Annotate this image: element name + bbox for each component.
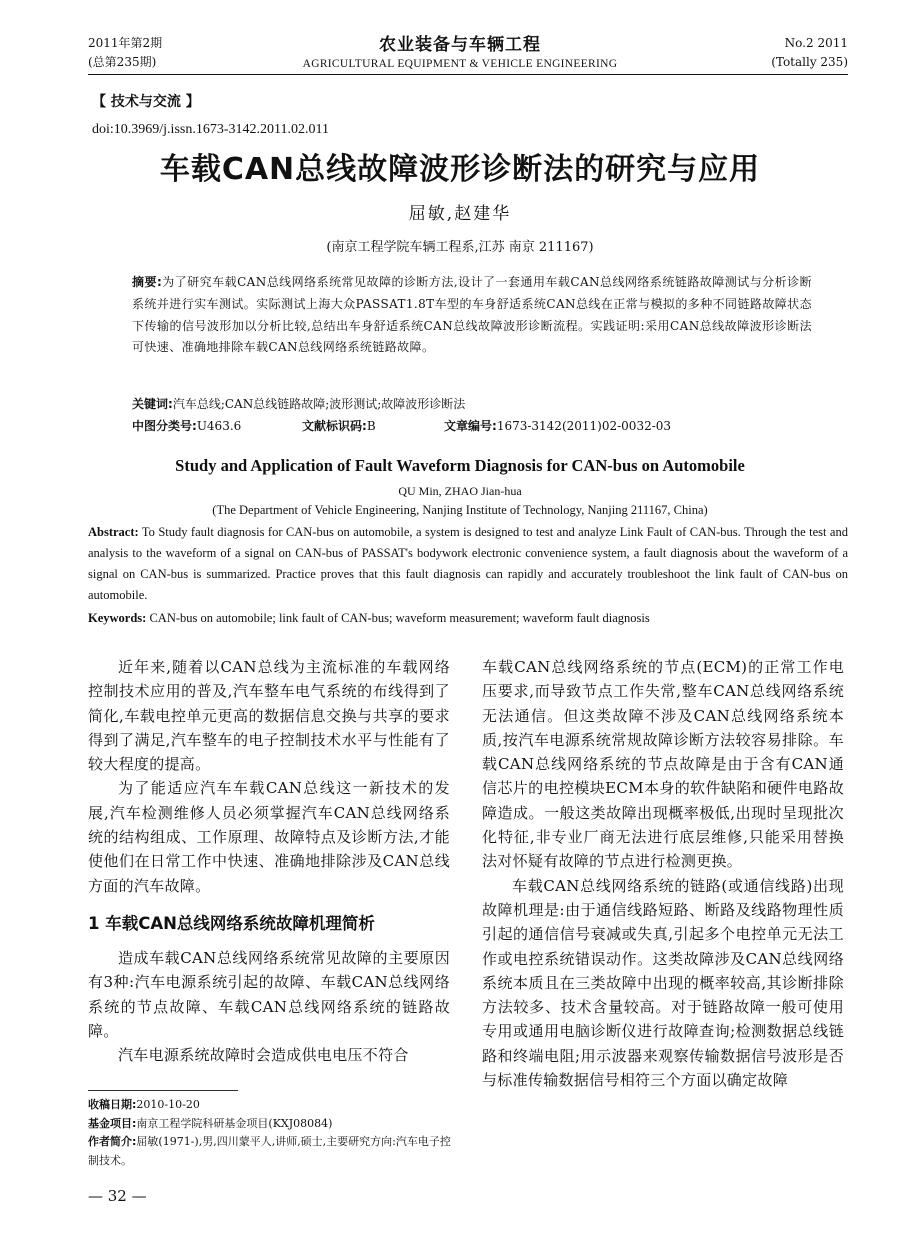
received-label: 收稿日期: (88, 1098, 137, 1111)
abstract-cn-text: 为了研究车载CAN总线网络系统常见故障的诊断方法,设计了一套通用车载CAN总线网络系统链路故障测试与分析诊断系统并进行实车测试。实际测试上海大众PASSAT1.8T车型的车身舒适系统CAN总线在正常与模拟的多种不同链路故障状态下传输的信号波形加以分析比较,总结出车身舒适系统CAN总线故障波形诊断流程。实践证明:采用CAN总线故障波形诊断法可快速、准确地排除车载CAN总线网络系统链路故障。 (132, 275, 812, 355)
received-value: 2010-10-20 (136, 1098, 200, 1111)
abstract-en-label: Abstract: (88, 525, 139, 539)
abstract-cn (132, 272, 812, 359)
footnotes (88, 1096, 458, 1170)
body-paragraph: 造成车载CAN总线网络系统常见故障的主要原因有3种:汽车电源系统引起的故障、车载CAN总线网络系统的节点故障、车载CAN总线网络系统的链路故障。 (88, 948, 450, 1040)
body-left-column (88, 655, 450, 1067)
classification-line (132, 416, 822, 436)
keywords-en-label: Keywords: (88, 611, 147, 625)
issue-total-en: (Totally 235) (771, 55, 848, 69)
body-paragraph: 为了能适应汽车车载CAN总线这一新技术的发展,汽车检测维修人员必须掌握汽车CAN总线网络系统的结构组成、工作原理、故障特点及诊断方法,才能使他们在日常工作中快速、准确地排除涉及CAN总线方面的汽车故障。 (88, 779, 450, 895)
doc-code-value: B (366, 419, 376, 433)
journal-name (250, 34, 670, 72)
body-right-column (482, 655, 844, 1092)
affiliation-cn: (南京工程学院车辆工程系,江苏 南京 211167) (326, 240, 594, 255)
abstract-en (88, 522, 848, 606)
author-bio (88, 1133, 458, 1170)
column-tag: 【 技术与交流 】 (92, 94, 200, 110)
journal-name-cn: 农业装备与车辆工程 (379, 35, 541, 55)
doi: doi:10.3969/j.issn.1673-3142.2011.02.011 (92, 122, 329, 137)
keywords-en (88, 608, 848, 628)
paper-title-en: Study and Application of Fault Waveform Diagnosis for CAN-bus on Automobile (175, 456, 745, 475)
author-bio-label: 作者简介: (88, 1135, 137, 1148)
journal-name-en: AGRICULTURAL EQUIPMENT & VEHICLE ENGINEERING (302, 58, 618, 70)
header-divider (88, 74, 848, 75)
fund-value: 南京工程学院科研基金项目(KXJ08084) (136, 1116, 333, 1130)
received-date (88, 1096, 458, 1115)
issue-total: (总第235期) (88, 55, 157, 69)
authors-cn: 屈敏,赵建华 (408, 204, 512, 224)
issue-number-en: No.2 2011 (784, 36, 848, 50)
abstract-en-text: To Study fault diagnosis for CAN-bus on automobile, a system is designed to test and analyze Link Fault of CAN-bus. Through the test and analysis to the waveform of a signal on CAN-bus of PASSAT's bodywork electronic convenience system, a fault diagnosis about the waveform of a signal on CAN-bus is summarized. Practice proves that this fault diagnosis can rapidly and accurately troubleshoot the link fault of CAN-bus on automobile. (88, 525, 848, 602)
doc-code-label: 文献标识码: (302, 419, 367, 433)
affiliation-en: (The Department of Vehicle Engineering, Nanjing Institute of Technology, Nanjing 211167, China) (212, 503, 708, 517)
keywords-cn-text: 汽车总线;CAN总线链路故障;波形测试;故障波形诊断法 (172, 397, 466, 411)
article-no-value: 1673-3142(2011)02-0032-03 (496, 419, 672, 433)
footnote-divider (88, 1090, 238, 1091)
clc-value: U463.6 (196, 419, 242, 433)
issue-number: 2011年第2期 (88, 36, 163, 50)
section-heading: 1 车载CAN总线网络系统故障机理简析 (88, 913, 375, 933)
keywords-cn-label: 关键词: (132, 397, 173, 411)
body-paragraph: 汽车电源系统故障时会造成供电电压不符合 (118, 1046, 409, 1065)
body-paragraph: 车载CAN总线网络系统的节点(ECM)的正常工作电压要求,而导致节点工作失常,整车CAN总线网络系统无法通信。但这类故障不涉及CAN总线网络系统本质,按汽车电源系统常规故障诊断方法较容易排除。车载CAN总线网络系统的节点故障是由于含有CAN通信芯片的电控模块ECM本身的软件缺陷和硬件电路故障造成。一般这类故障出现概率极低,出现时呈现批次化特征,非专业厂商无法进行底层维修,只能采用替换法对怀疑有故障的节点进行检测更换。 (482, 658, 844, 871)
page-number: — 32 — (88, 1187, 147, 1205)
keywords-en-text: CAN-bus on automobile; link fault of CAN-bus; waveform measurement; waveform fault diagnosis (149, 611, 650, 625)
issue-info-en (771, 34, 848, 72)
body-paragraph: 车载CAN总线网络系统的链路(或通信线路)出现故障机理是:由于通信线路短路、断路及线路物理性质引起的通信信号衰减或失真,引起多个电控单元无法工作或电控系统错误动作。这类故障涉及CAN总线网络系统本质且在三类故障中出现的概率较高,其诊断排除方法较多、技术含量较高。对于链路故障一般可使用专用或通用电脑诊断仪进行故障查询;检测数据总线链路和终端电阻;用示波器来观察传输数据信号波形是否与标准传输数据信号相符三个方面以确定故障 (482, 876, 844, 1090)
keywords-cn (132, 394, 465, 414)
body-paragraph: 近年来,随着以CAN总线为主流标准的车载网络控制技术应用的普及,汽车整车电气系统的布线得到了简化,车载电控单元更高的数据信息交换与共享的要求得到了满足,汽车整车的电子控制技术水平与性能有了较大程度的提高。 (88, 658, 450, 774)
article-no-label: 文章编号: (444, 419, 497, 433)
fund-label: 基金项目: (88, 1116, 137, 1130)
abstract-cn-label: 摘要: (132, 275, 163, 289)
clc-label: 中图分类号: (132, 419, 197, 433)
paper-title-cn: 车载CAN总线故障波形诊断法的研究与应用 (159, 152, 761, 187)
fund-project (88, 1115, 458, 1134)
issue-info (88, 34, 162, 72)
author-bio-value: 屈敏(1971-),男,四川蒙平人,讲师,硕士,主要研究方向:汽车电子控制技术。 (88, 1135, 451, 1167)
authors-en: QU Min, ZHAO Jian-hua (398, 484, 522, 498)
